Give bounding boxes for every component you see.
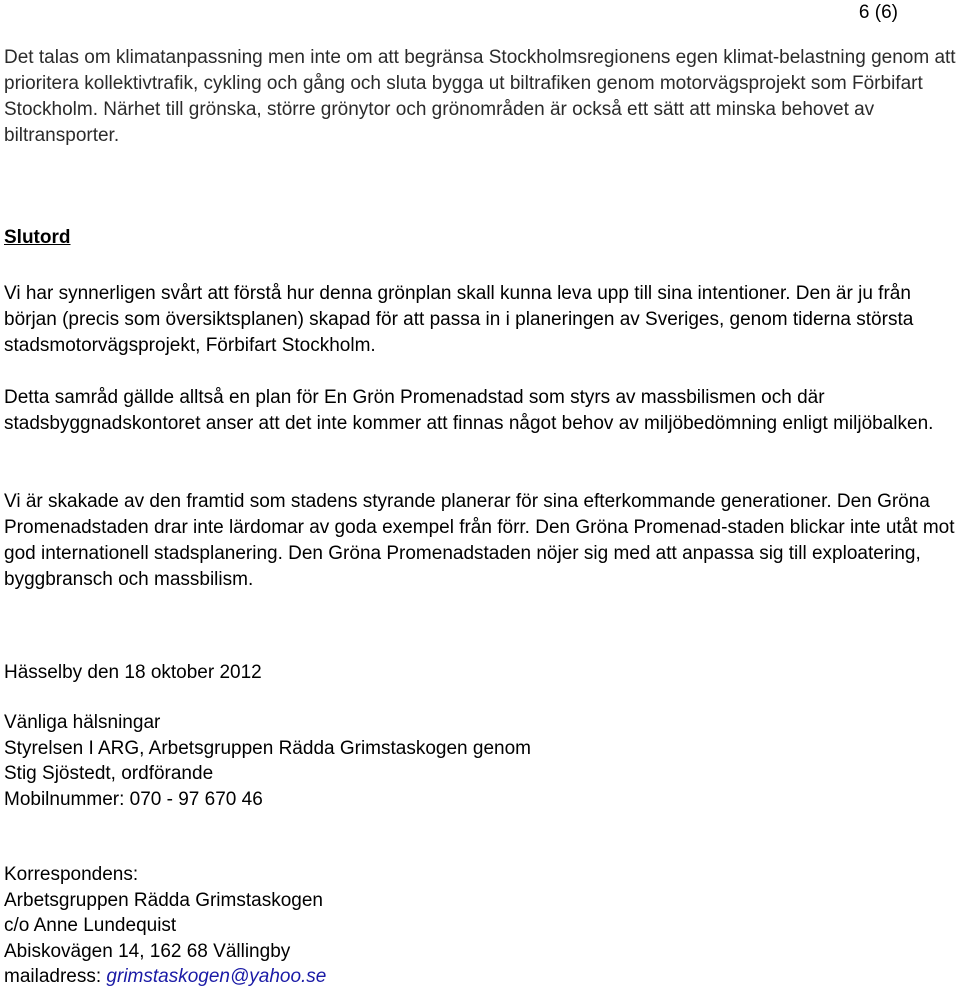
signature-organization: Styrelsen I ARG, Arbetsgruppen Rädda Grimstaskogen genom xyxy=(4,737,531,759)
email-link[interactable]: grimstaskogen@yahoo.se xyxy=(106,966,327,987)
email-label: mailadress: xyxy=(4,966,107,987)
intro-paragraph: Det talas om klimatanpassning men inte om att begränsa Stockholmsregionens egen klimat-belastning genom att prioritera kollektivtrafik, cykling och gång och sluta bygga ut biltrafiken genom motorvägsprojekt som Förbifart Stockholm. Närhet till grönska, större grönytor och grönområden är också ett sätt att minska behovet av biltransporter. xyxy=(4,47,956,146)
paragraph-3: Vi är skakade av den framtid som stadens styrande planerar för sina efterkommande generationer. Den Gröna Promenadstaden drar inte lärdomar av goda exempel från förr. Den Gröna Promenad-staden blickar inte utåt mot god internationell stadsplanering. Den Gröna Promenadstaden nöjer sig med att anpassa sig till exploatering, byggbransch och massbilism. xyxy=(4,491,955,590)
greeting: Vänliga hälsningar xyxy=(4,712,161,733)
contact-email-line xyxy=(4,964,326,990)
paragraph-1: Vi har synnerligen svårt att förstå hur denna grönplan skall kunna leva upp till sina intentioner. Den är ju från början (precis som översiktsplanen) skapad för att passa in i planeringen av Sveriges, genom tiderna största stadsmotorvägsprojekt, Förbifart Stockholm. xyxy=(4,283,914,356)
signature-phone: Mobilnummer: 070 - 97 670 46 xyxy=(4,788,263,810)
page-number: 6 (6) xyxy=(858,2,898,23)
contact-block xyxy=(4,862,326,990)
contact-organization: Arbetsgruppen Rädda Grimstaskogen xyxy=(4,889,323,911)
place-date xyxy=(4,660,262,686)
document-body xyxy=(4,45,958,987)
contact-care-of: c/o Anne Lundequist xyxy=(4,915,177,936)
contact-label: Korrespondens: xyxy=(4,864,139,885)
signature-block xyxy=(4,710,531,812)
paragraph-2: Detta samråd gällde alltså en plan för En Grön Promenadstad som styrs av massbilismen och där stadsbyggnadskontoret anser att det inte kommer att finnas något behov av miljöbedömning enligt miljöbalken. xyxy=(4,387,934,434)
signature-name: Stig Sjöstedt, ordförande xyxy=(4,763,214,784)
place-date-text: Hässelby den 18 oktober 2012 xyxy=(4,662,262,683)
section-heading: Slutord xyxy=(4,227,71,248)
contact-address: Abiskovägen 14, 162 68 Vällingby xyxy=(4,940,291,962)
